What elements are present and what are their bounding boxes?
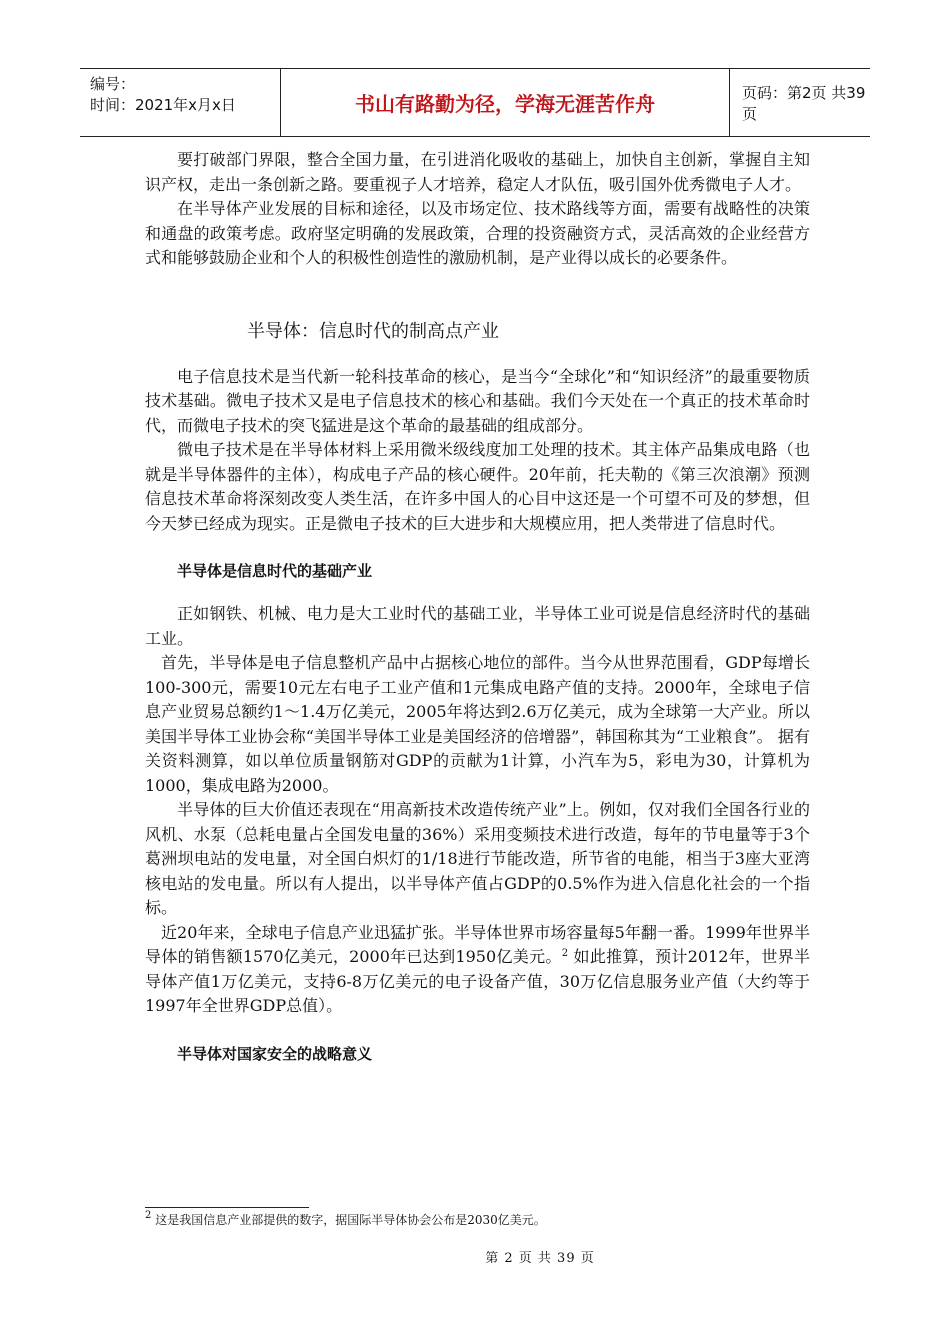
date-label: 时间：2021年x月x日 <box>90 96 236 114</box>
subsection-1-paragraph-3: 半导体的巨大价值还表现在“用高新技术改造传统产业”上。例如，仅对我们全国各行业的风机、水泵（总耗电量占全国发电量的36%）采用变频技术进行改造，每年的节电量等于3个葛洲坝电站的发电量，对全国白炽灯的1/18进行节能改造，所节省的电能，相当于3座大亚湾核电站的发电量。所以有人提出，以半导体产值占GDP的0.5%作为进入信息化社会的一个指标。 <box>145 800 810 917</box>
paragraph-4-text-b: 如此推算，预计2012年，世界半导体产值1万亿美元，支持6-8万亿美元的电子设备产值，30万亿信息服务业产值（大约等于1997年全世界GDP总值）。 <box>145 947 810 1015</box>
header-meta <box>80 69 280 136</box>
footnote-text: 这是我国信息产业部提供的数字，据国际半导体协会公布是2030亿美元。 <box>151 1213 546 1227</box>
paragraph-4-text-a: 近20年来，全球电子信息产业迅猛扩张。半导体世界市场容量每5年翻一番。1999年世界半导体的销售额1570亿美元，2000年已达到1950亿美元。 <box>145 922 810 966</box>
page-footer: 第 2 页 共 39 页 <box>485 1251 595 1266</box>
subsection-title-2: 半导体对国家安全的战略意义 <box>177 1044 373 1063</box>
serial-number-label: 编号： <box>90 75 136 93</box>
document-body <box>145 148 810 1065</box>
intro-paragraph-1: 要打破部门界限，整合全国力量，在引进消化吸收的基础上，加快自主创新，掌握自主知识产权，走出一条创新之路。要重视子人才培养，稳定人才队伍，吸引国外优秀微电子人才。 <box>145 150 810 194</box>
section-paragraph-1: 电子信息技术是当代新一轮科技革命的核心，是当今“全球化”和“知识经济”的最重要物质技术基础。微电子技术又是电子信息技术的核心和基础。我们今天处在一个真正的技术革命时代，而微电子技术的突飞猛进是这个革命的最基础的组成部分。 <box>145 366 810 435</box>
section-title: 半导体：信息时代的制高点产业 <box>247 320 499 342</box>
subsection-title-1: 半导体是信息时代的基础产业 <box>177 562 373 580</box>
subsection-1-paragraph-2: 首先，半导体是电子信息整机产品中占据核心地位的部件。当今从世界范围看，GDP每增长100-300元，需要10元左右电子工业产值和1元集成电路产值的支持。2000年，全球电子信息产业贸易总额约1～1.4万亿美元，2005年将达到2.6万亿美元，成为全球第一大产业。所以美国半导体工业协会称“美国半导体工业是美国经济的倍增器”，韩国称其为“工业粮食”。 据有关资料测算，如以单位质量钢筋对GDP的贡献为1计算，小汽车为5，彩电为30，计算机为1000，集成电路为2000。 <box>145 653 810 795</box>
subsection-1-paragraph-1: 正如钢铁、机械、电力是大工业时代的基础工业，半导体工业可说是信息经济时代的基础工业。 <box>145 604 810 648</box>
footnote-reference[interactable]: 2 <box>561 948 569 959</box>
header-motto: 书山有路勤为径，学海无涯苦作舟 <box>280 69 730 136</box>
footnote-divider <box>145 1207 309 1208</box>
intro-paragraph-2: 在半导体产业发展的目标和途径，以及市场定位、技术路线等方面，需要有战略性的决策和通盘的政策考虑。政府坚定明确的发展政策，合理的投资融资方式，灵活高效的企业经营方式和能够鼓励企业和个人的积极性创造性的激励机制，是产业得以成长的必要条件。 <box>145 199 810 267</box>
subsection-1-paragraph-4 <box>145 921 810 1019</box>
header-page-number: 页码：第2页 共39页 <box>742 83 866 123</box>
page-header <box>80 68 870 137</box>
footnote <box>145 1212 810 1228</box>
footnote-mark: 2 <box>145 1210 152 1221</box>
section-paragraph-2: 微电子技术是在半导体材料上采用微米级线度加工处理的技术。其主体产品集成电路（也就是半导体器件的主体），构成电子产品的核心硬件。20年前，托夫勒的《第三次浪潮》预测信息技术革命将深刻改变人类生活，在许多中国人的心目中这还是一个可望不可及的梦想，但今天梦已经成为现实。正是微电子技术的巨大进步和大规模应用，把人类带进了信息时代。 <box>145 440 810 533</box>
